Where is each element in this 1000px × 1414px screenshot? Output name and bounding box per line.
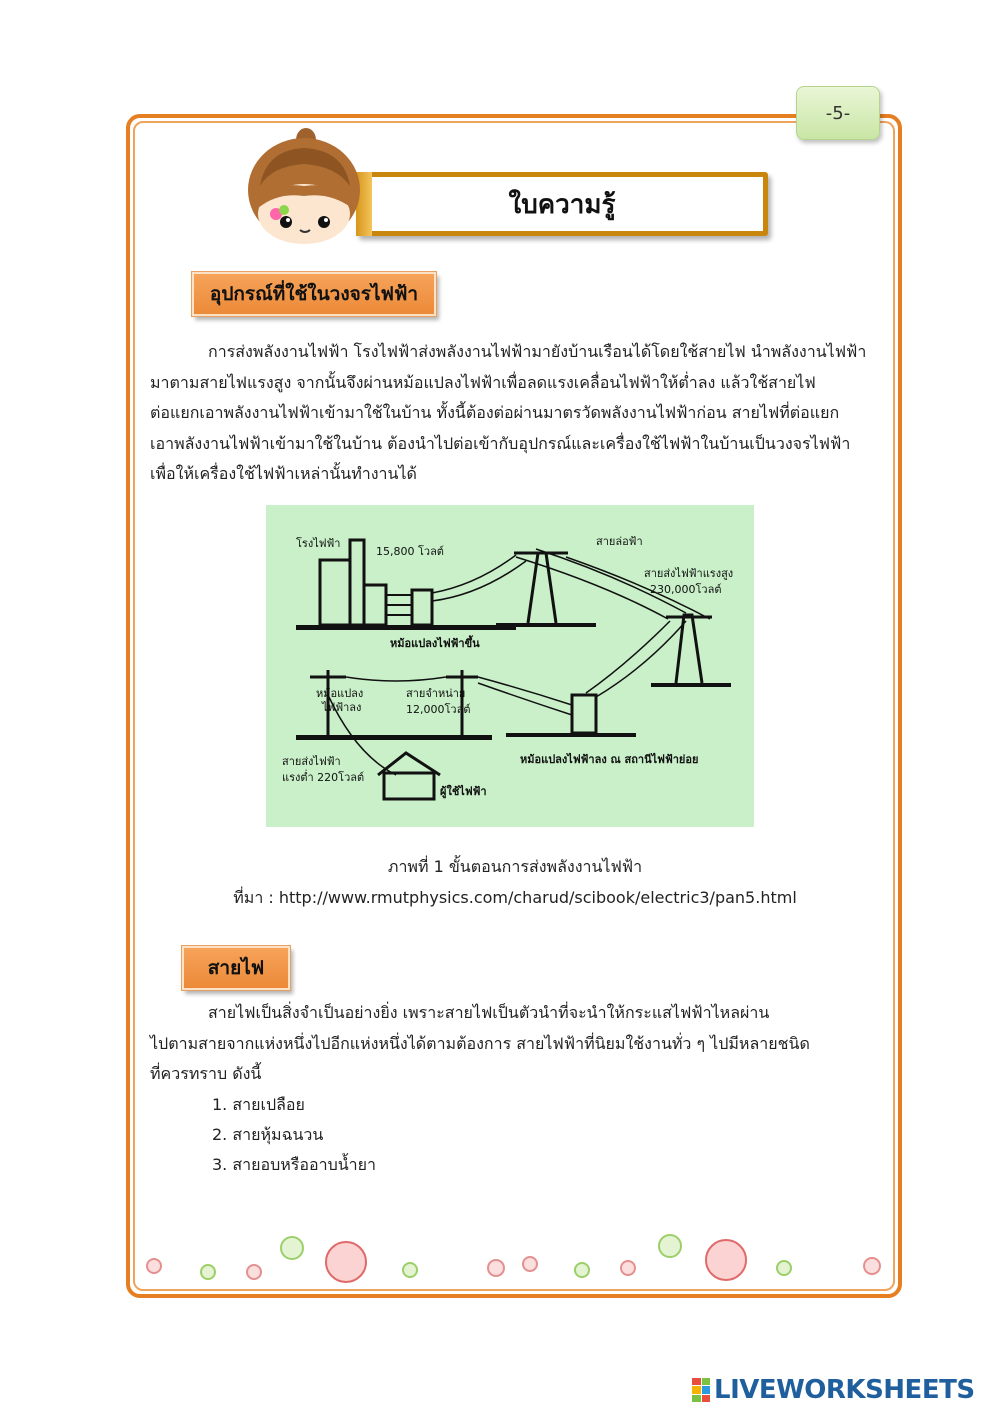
- label-substation: หม้อแปลงไฟฟ้าลง ณ สถานีไฟฟ้าย่อย: [520, 753, 699, 766]
- paragraph-line: เอาพลังงานไฟฟ้าเข้ามาใช้ในบ้าน ต้องนำไปต่อเข้ากับอุปกรณ์และเครื่องใช้ไฟฟ้าในบ้านเป็นวงจรไฟฟ้า: [150, 433, 851, 453]
- section-heading-wires: สายไฟ: [182, 946, 290, 990]
- figure-caption: ภาพที่ 1 ขั้นตอนการส่งพลังงานไฟฟ้า: [387, 857, 643, 876]
- paragraph-line: การส่งพลังงานไฟฟ้า โรงไฟฟ้าส่งพลังงานไฟฟ้ามายังบ้านเรือนได้โดยใช้สายไฟ นำพลังงานไฟฟ้า: [208, 342, 867, 361]
- label-lv-line-2: แรงต่ำ 220โวลต์: [282, 771, 365, 784]
- brand-text: LIVEWORKSHEETS: [714, 1375, 975, 1405]
- girl-mascot-icon: [246, 126, 370, 246]
- paragraph-line: ไปตามสายจากแห่งหนึ่งไปอีกแห่งหนึ่งได้ตามต้องการ สายไฟฟ้าที่นิยมใช้งานทั่ว ๆ ไปมีหลายชนิด: [150, 1033, 810, 1053]
- list-item: 2. สายหุ้มฉนวน: [212, 1125, 324, 1144]
- liveworksheets-logo: [692, 1375, 975, 1405]
- brand-logo-icon: [692, 1378, 710, 1402]
- ornament-border-icon: [140, 1222, 892, 1284]
- section-heading-circuit-devices: อุปกรณ์ที่ใช้ในวงจรไฟฟ้า: [192, 272, 436, 316]
- paragraph-line: มาตามสายไฟแรงสูง จากนั้นจึงผ่านหม้อแปลงไฟฟ้าเพื่อลดแรงเคลื่อนไฟฟ้าให้ต่ำลง แล้วใช้สายไฟ: [150, 372, 816, 392]
- label-voltage-15800: 15,800 โวลต์: [376, 545, 444, 558]
- paragraph-line: ที่ควรทราบ ดังนี้: [150, 1064, 262, 1083]
- label-hv-line: สายส่งไฟฟ้าแรงสูง: [644, 567, 734, 580]
- paragraph-line: เพื่อให้เครื่องใช้ไฟฟ้าเหล่านั้นทำงานได้: [150, 464, 417, 483]
- label-voltage-12000: 12,000โวลต์: [406, 703, 471, 716]
- wires-paragraph: [150, 998, 880, 1090]
- label-step-up: หม้อแปลงไฟฟ้าขึ้น: [390, 637, 480, 650]
- label-voltage-230000: 230,000โวลต์: [650, 583, 722, 596]
- label-step-down-pole-1: หม้อแปลง: [316, 687, 364, 700]
- page-title: ใบความรู้: [356, 172, 768, 236]
- list-item: 3. สายอบหรืออาบน้ำยา: [212, 1155, 377, 1174]
- list-item: 1. สายเปลือย: [212, 1095, 305, 1114]
- intro-paragraph: [150, 337, 880, 490]
- power-transmission-diagram: [266, 505, 754, 827]
- paragraph-line: ต่อแยกเอาพลังงานไฟฟ้าเข้ามาใช้ในบ้าน ทั้งนี้ต้องต่อผ่านมาตรวัดพลังงานไฟฟ้าก่อน สายไฟที่ต่อแยก: [150, 403, 840, 422]
- label-power-plant: โรงไฟฟ้า: [296, 537, 341, 550]
- label-lightning-wire: สายล่อฟ้า: [596, 535, 643, 548]
- paragraph-line: สายไฟเป็นสิ่งจำเป็นอย่างยิ่ง เพราะสายไฟเป็นตัวนำที่จะนำให้กระแสไฟฟ้าไหลผ่าน: [208, 1003, 770, 1022]
- label-distribution-line: สายจำหน่าย: [406, 687, 466, 700]
- label-step-down-pole-2: ไฟฟ้าลง: [322, 701, 362, 714]
- page-number: -5-: [796, 86, 880, 140]
- label-user: ผู้ใช้ไฟฟ้า: [440, 785, 487, 798]
- label-lv-line-1: สายส่งไฟฟ้า: [282, 755, 341, 768]
- figure-source: ที่มา : http://www.rmutphysics.com/charud/scibook/electric3/pan5.html: [233, 888, 797, 907]
